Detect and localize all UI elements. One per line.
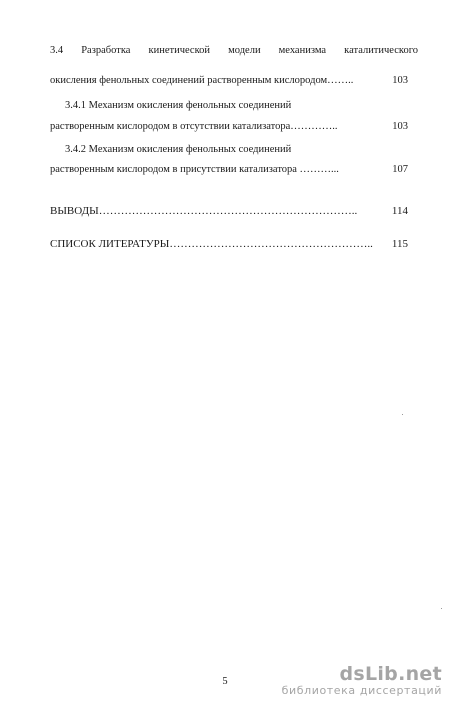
- toc-entry-3-4-1-line2: растворенным кислородом в отсутствии катализатора…………..: [50, 121, 338, 132]
- toc-entry-3-4-2-page: 107: [392, 164, 408, 175]
- watermark-brand: dsLib.net: [339, 663, 442, 685]
- toc-entry-conclusions-page: 114: [391, 205, 408, 217]
- toc-entry-conclusions: ВЫВОДЫ……………………………………………………………..: [50, 205, 358, 217]
- scan-speck: [402, 414, 403, 415]
- toc-entry-3-4-2-line2: растворенным кислородом в присутствии катализатора ………...: [50, 164, 339, 175]
- watermark-subtitle: библиотека диссертаций: [281, 684, 442, 697]
- toc-entry-3-4-2-line1: 3.4.2 Механизм окисления фенольных соединений: [65, 144, 292, 155]
- toc-entry-3-4-page: 103: [392, 75, 408, 86]
- page-number: 5: [222, 676, 228, 687]
- toc-entry-3-4-line2: окисления фенольных соединений растворенным кислородом……..: [50, 75, 354, 86]
- toc-entry-3-4-line1: 3.4 Разработка кинетической модели механизма каталитического: [50, 45, 418, 56]
- toc-entry-3-4-1-line1: 3.4.1 Механизм окисления фенольных соединений: [65, 100, 292, 111]
- scan-speck: [441, 608, 442, 609]
- toc-entry-3-4-1-page: 103: [392, 121, 408, 132]
- watermark-logo: [267, 664, 442, 698]
- toc-entry-references: СПИСОК ЛИТЕРАТУРЫ………………………………………………..: [50, 238, 373, 250]
- toc-entry-references-page: 115: [391, 238, 408, 250]
